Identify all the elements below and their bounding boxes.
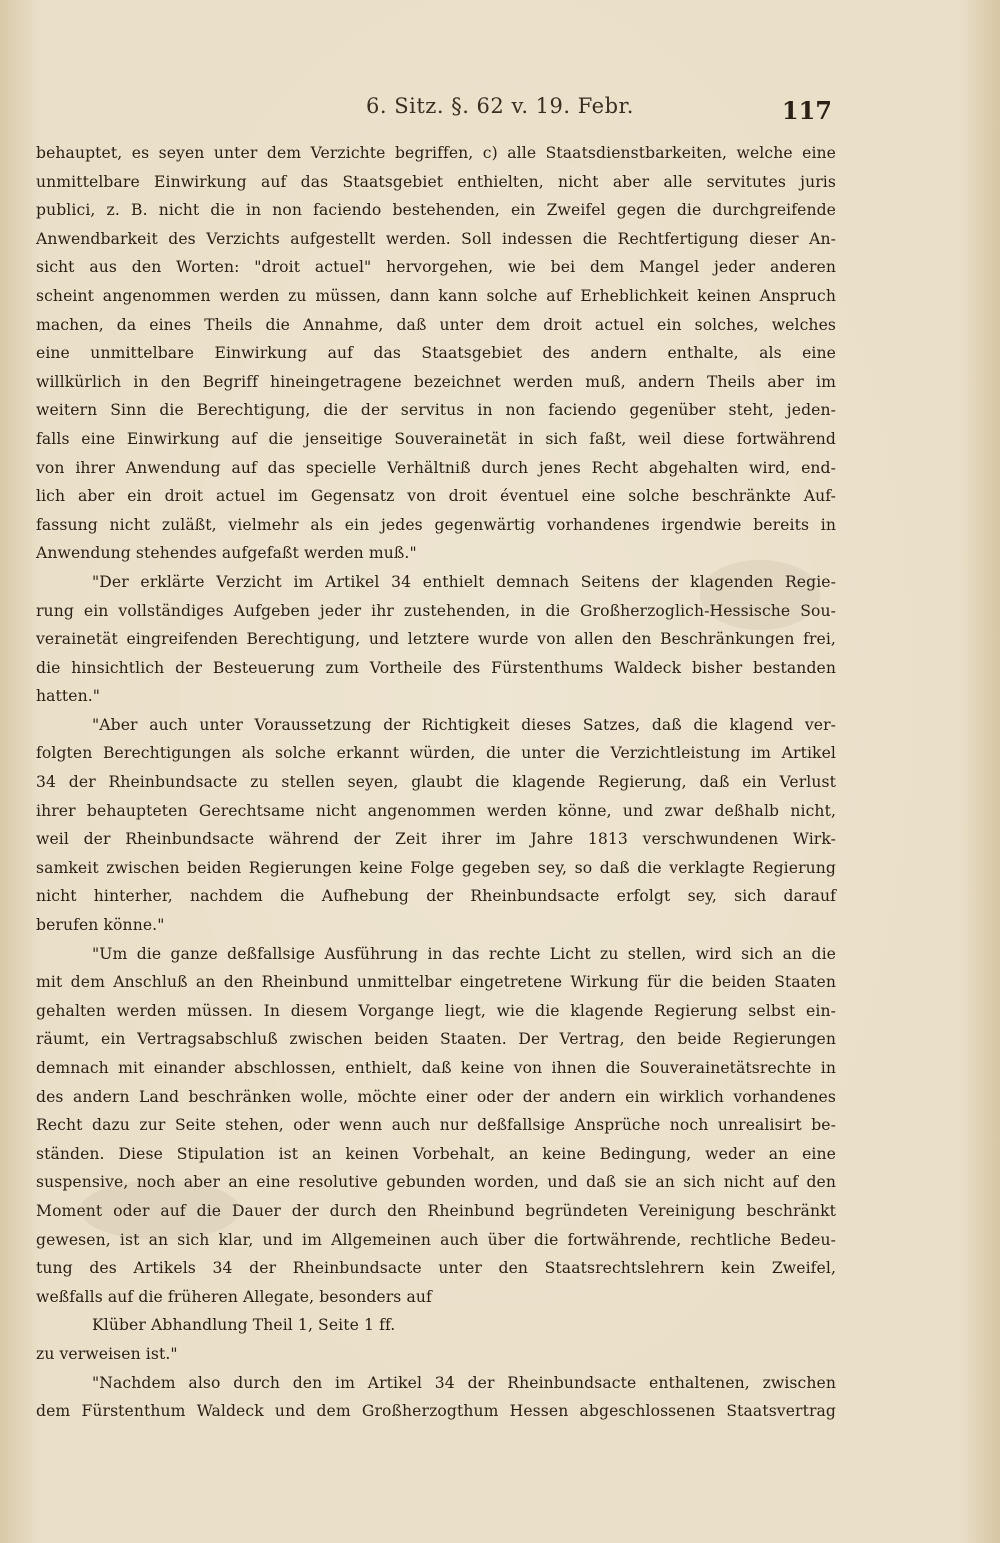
text-line: behauptet, es seyen unter dem Verzichte begriffen, c) alle Staatsdienstbarkeiten, welche eine	[36, 144, 836, 162]
text-line: 34 der Rheinbundsacte zu stellen seyen, glaubt die klagende Regierung, daß ein Verlust	[36, 773, 836, 792]
text-line: suspensive, noch aber an eine resolutive gebunden worden, und daß sie an sich nicht auf den	[36, 1173, 836, 1192]
text-line: weil der Rheinbundsacte während der Zeit ihrer im Jahre 1813 verschwundenen Wirk-	[36, 830, 836, 849]
text-line: Moment oder auf die Dauer der durch den Rheinbund begründeten Vereinigung beschränkt	[36, 1201, 836, 1220]
text-line: fassung nicht zuläßt, vielmehr als ein jedes gegenwärtig vorhandenes irgendwie bereits in	[36, 515, 836, 534]
text-line: sicht aus den Worten: "droit actuel" hervorgehen, wie bei dem Mangel jeder anderen	[36, 258, 836, 277]
text-line: weßfalls auf die früheren Allegate, besonders auf	[36, 1287, 432, 1306]
text-line: hatten."	[36, 687, 101, 706]
text-line: von ihrer Anwendung auf das specielle Verhältniß durch jenes Recht abgehalten wird, end-	[36, 458, 836, 477]
text-line: berufen könne."	[36, 916, 165, 935]
text-line: folgten Berechtigungen als solche erkannt würden, die unter die Verzichtleistung im Artikel	[36, 744, 836, 763]
text-line: tung des Artikels 34 der Rheinbundsacte unter den Staatsrechtslehrern kein Zweifel,	[36, 1259, 836, 1278]
text-line: nicht hinterher, nachdem die Aufhebung der Rheinbundsacte erfolgt sey, sich darauf	[36, 887, 836, 906]
text-line: weitern Sinn die Berechtigung, die der servitus in non faciendo gegenüber steht, jeden-	[36, 401, 836, 420]
text-line: Anwendbarkeit des Verzichts aufgestellt werden. Soll indessen die Rechtfertigung dieser An-	[36, 229, 836, 248]
text-line: des andern Land beschränken wolle, möchte einer oder der andern ein wirklich vorhandenes	[36, 1087, 836, 1106]
running-head	[0, 94, 1000, 134]
text-line: "Um die ganze deßfallsige Ausführung in das rechte Licht zu stellen, wird sich an die	[92, 944, 836, 963]
text-line: die hinsichtlich der Besteuerung zum Vortheile des Fürstenthums Waldeck bisher bestanden	[36, 658, 836, 677]
citation-line: Klüber Abhandlung Theil 1, Seite 1 ff.	[92, 1316, 396, 1335]
text-line: lich aber ein droit actuel im Gegensatz von droit éventuel eine solche beschränkte Auf-	[36, 487, 836, 506]
text-line: unmittelbare Einwirkung auf das Staatsgebiet enthielten, nicht aber alle servitutes juris	[36, 172, 836, 191]
text-line: zu verweisen ist."	[36, 1344, 178, 1363]
running-head-text: 6. Sitz. §. 62 v. 19. Febr.	[366, 94, 634, 118]
text-line: rung ein vollständiges Aufgeben jeder ihr zustehenden, in die Großherzoglich-Hessische Sou-	[36, 601, 836, 620]
text-line: Anwendung stehendes aufgefaßt werden muß."	[36, 544, 417, 563]
text-line: willkürlich in den Begriff hineingetragene bezeichnet werden muß, andern Theils aber im	[36, 372, 836, 391]
text-line: gewesen, ist an sich klar, und im Allgemeinen auch über die fortwährende, rechtliche Bedeu-	[36, 1230, 836, 1249]
text-line: samkeit zwischen beiden Regierungen keine Folge gegeben sey, so daß die verklagte Regierung	[36, 858, 836, 877]
text-line: falls eine Einwirkung auf die jenseitige Souverainetät in sich faßt, weil diese fortwährend	[36, 429, 836, 448]
text-line: eine unmittelbare Einwirkung auf das Staatsgebiet des andern enthalte, als eine	[36, 344, 836, 363]
text-line: ständen. Diese Stipulation ist an keinen Vorbehalt, an keine Bedingung, weder an eine	[36, 1144, 836, 1163]
text-line: gehalten werden müssen. In diesem Vorgange liegt, wie die klagende Regierung selbst ein-	[36, 1001, 836, 1020]
body-text	[36, 139, 836, 1426]
text-line: Recht dazu zur Seite stehen, oder wenn auch nur deßfallsige Ansprüche noch unrealisirt be-	[36, 1116, 836, 1135]
text-line: machen, da eines Theils die Annahme, daß unter dem droit actuel ein solches, welches	[36, 315, 836, 334]
text-line: räumt, ein Vertragsabschluß zwischen beiden Staaten. Der Vertrag, den beide Regierungen	[36, 1030, 836, 1049]
page-number: 117	[781, 96, 832, 125]
text-line: mit dem Anschluß an den Rheinbund unmittelbar eingetretene Wirkung für die beiden Staaten	[36, 973, 836, 992]
text-line: demnach mit einander abschlossen, enthielt, daß keine von ihnen die Souverainetätsrechte in	[36, 1059, 836, 1077]
text-line: "Nachdem also durch den im Artikel 34 der Rheinbundsacte enthaltenen, zwischen	[92, 1373, 836, 1392]
text-line: dem Fürstenthum Waldeck und dem Großherzogthum Hessen abgeschlossenen Staatsvertrag	[36, 1402, 836, 1421]
text-line: publici, z. B. nicht die in non faciendo bestehenden, ein Zweifel gegen die durchgreifende	[36, 201, 836, 220]
text-line: "Der erklärte Verzicht im Artikel 34 enthielt demnach Seitens der klagenden Regie-	[92, 572, 836, 591]
text-line: verainetät eingreifenden Berechtigung, und letztere wurde von allen den Beschränkungen frei,	[36, 630, 836, 649]
text-line: "Aber auch unter Voraussetzung der Richtigkeit dieses Satzes, daß die klagend ver-	[92, 715, 836, 734]
text-line: ihrer behaupteten Gerechtsame nicht angenommen werden könne, und zwar deßhalb nicht,	[36, 801, 836, 820]
text-line: scheint angenommen werden zu müssen, dann kann solche auf Erheblichkeit keinen Anspruch	[36, 286, 836, 305]
